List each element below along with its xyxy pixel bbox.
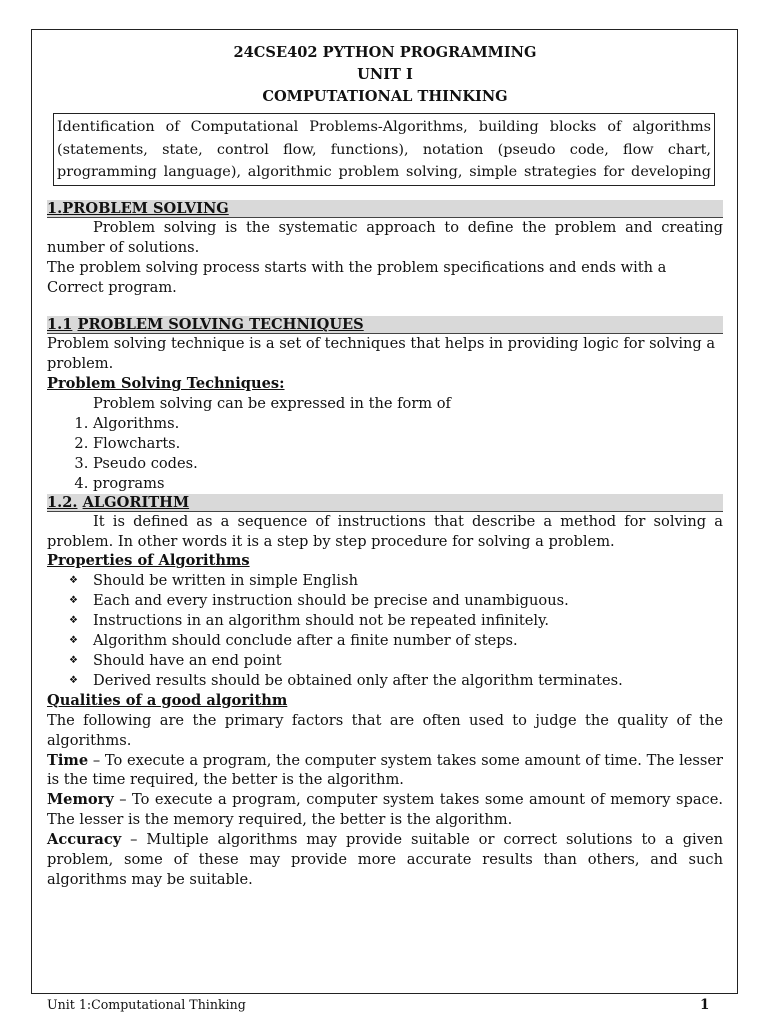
- term-label: Accuracy: [47, 831, 122, 849]
- list-item-text: Should have an end point: [93, 652, 282, 669]
- section-heading-algorithm: [47, 494, 723, 512]
- syllabus-line: (statements, state, control flow, functions), notation (pseudo code, flow chart,: [57, 141, 711, 158]
- list-item: [69, 591, 723, 611]
- diamond-bullet-icon: ❖: [69, 635, 78, 647]
- sub-heading: Problem Solving Techniques:: [47, 375, 285, 393]
- section-number: 1.: [47, 199, 63, 217]
- list-item: [69, 571, 723, 591]
- list-item: 1. Algorithms.: [93, 414, 723, 434]
- paragraph-accuracy: [47, 830, 723, 890]
- section-heading-techniques: [47, 316, 723, 334]
- list-item: 3. Pseudo codes.: [93, 454, 723, 474]
- paragraph: Problem solving can be expressed in the form of: [93, 395, 451, 413]
- paragraph: Problem solving technique is a set of techniques that helps in providing logic for solving a problem.: [47, 335, 716, 373]
- diamond-bullet-icon: ❖: [69, 655, 78, 666]
- syllabus-line: programming language), algorithmic problem solving, simple strategies for developing: [57, 164, 711, 181]
- term-label: Memory: [47, 791, 114, 809]
- syllabus-box: [53, 113, 715, 186]
- list-item: [69, 651, 723, 671]
- page-number: 1: [700, 997, 710, 1013]
- section-number: 1.2.: [47, 493, 78, 511]
- paragraph: The following are the primary factors that are often used to judge the quality of the algorithms.: [47, 711, 723, 749]
- list-item-text: Derived results should be obtained only after the algorithm terminates.: [93, 671, 623, 689]
- list-item: [69, 671, 723, 691]
- paragraph-memory: [47, 790, 723, 830]
- properties-list: [47, 571, 723, 690]
- term-text: – Multiple algorithms may provide suitable or correct solutions to a given problem, some of these may provide more accurate results than others, and such algorithms may be suitable.: [47, 831, 723, 888]
- sub-heading: Qualities of a good algorithm: [47, 691, 288, 709]
- diamond-bullet-icon: ❖: [69, 674, 78, 686]
- section-title: ALGORITHM: [82, 493, 190, 511]
- techniques-list: [47, 414, 723, 494]
- section-heading-problem-solving: [47, 200, 723, 218]
- list-item-text: Algorithm should conclude after a finite number of steps.: [93, 632, 518, 650]
- list-item-text: Should be written in simple English: [93, 572, 358, 590]
- diamond-bullet-icon: ❖: [69, 575, 78, 587]
- term-label: Time: [47, 751, 89, 769]
- section-title: PROBLEM SOLVING TECHNIQUES: [77, 316, 364, 334]
- paragraph: It is defined as a sequence of instructions that describe a method for solving a problem. In other words it is a step by step procedure for solving a problem.: [47, 512, 723, 550]
- list-item: 4. programs: [93, 474, 723, 494]
- syllabus-line: Identification of Computational Problems-Algorithms, building blocks of algorithms: [57, 119, 711, 135]
- course-title: 24CSE402 PYTHON PROGRAMMING: [233, 44, 537, 61]
- paragraph-time: [47, 751, 723, 791]
- sub-heading: Properties of Algorithms: [47, 552, 250, 570]
- paragraph: The problem solving process starts with the problem specifications and ends with a Correct program.: [47, 258, 667, 296]
- diamond-bullet-icon: ❖: [69, 595, 78, 607]
- unit-title: COMPUTATIONAL THINKING: [262, 88, 508, 105]
- list-item: [69, 631, 723, 651]
- page-content: [47, 42, 723, 890]
- unit-label: UNIT I: [357, 66, 413, 83]
- term-text: – To execute a program, computer system takes some amount of memory space. The lesser is the memory required, the better is the algorithm.: [47, 791, 723, 829]
- list-item-text: Each and every instruction should be precise and unambiguous.: [93, 592, 569, 610]
- section-title: PROBLEM SOLVING: [62, 199, 229, 217]
- section-number: 1.1: [47, 316, 73, 334]
- list-item: [69, 611, 723, 631]
- list-item-text: Instructions in an algorithm should not be repeated infinitely.: [93, 612, 550, 630]
- list-item: 2. Flowcharts.: [93, 434, 723, 454]
- diamond-bullet-icon: ❖: [69, 615, 78, 627]
- footer-unit-label: Unit 1:Computational Thinking: [47, 997, 246, 1012]
- paragraph: Problem solving is the systematic approach to define the problem and creating number of solutions.: [47, 218, 723, 256]
- term-text: – To execute a program, the computer system takes some amount of time. The lesser is the time required, the better is the algorithm.: [47, 751, 723, 789]
